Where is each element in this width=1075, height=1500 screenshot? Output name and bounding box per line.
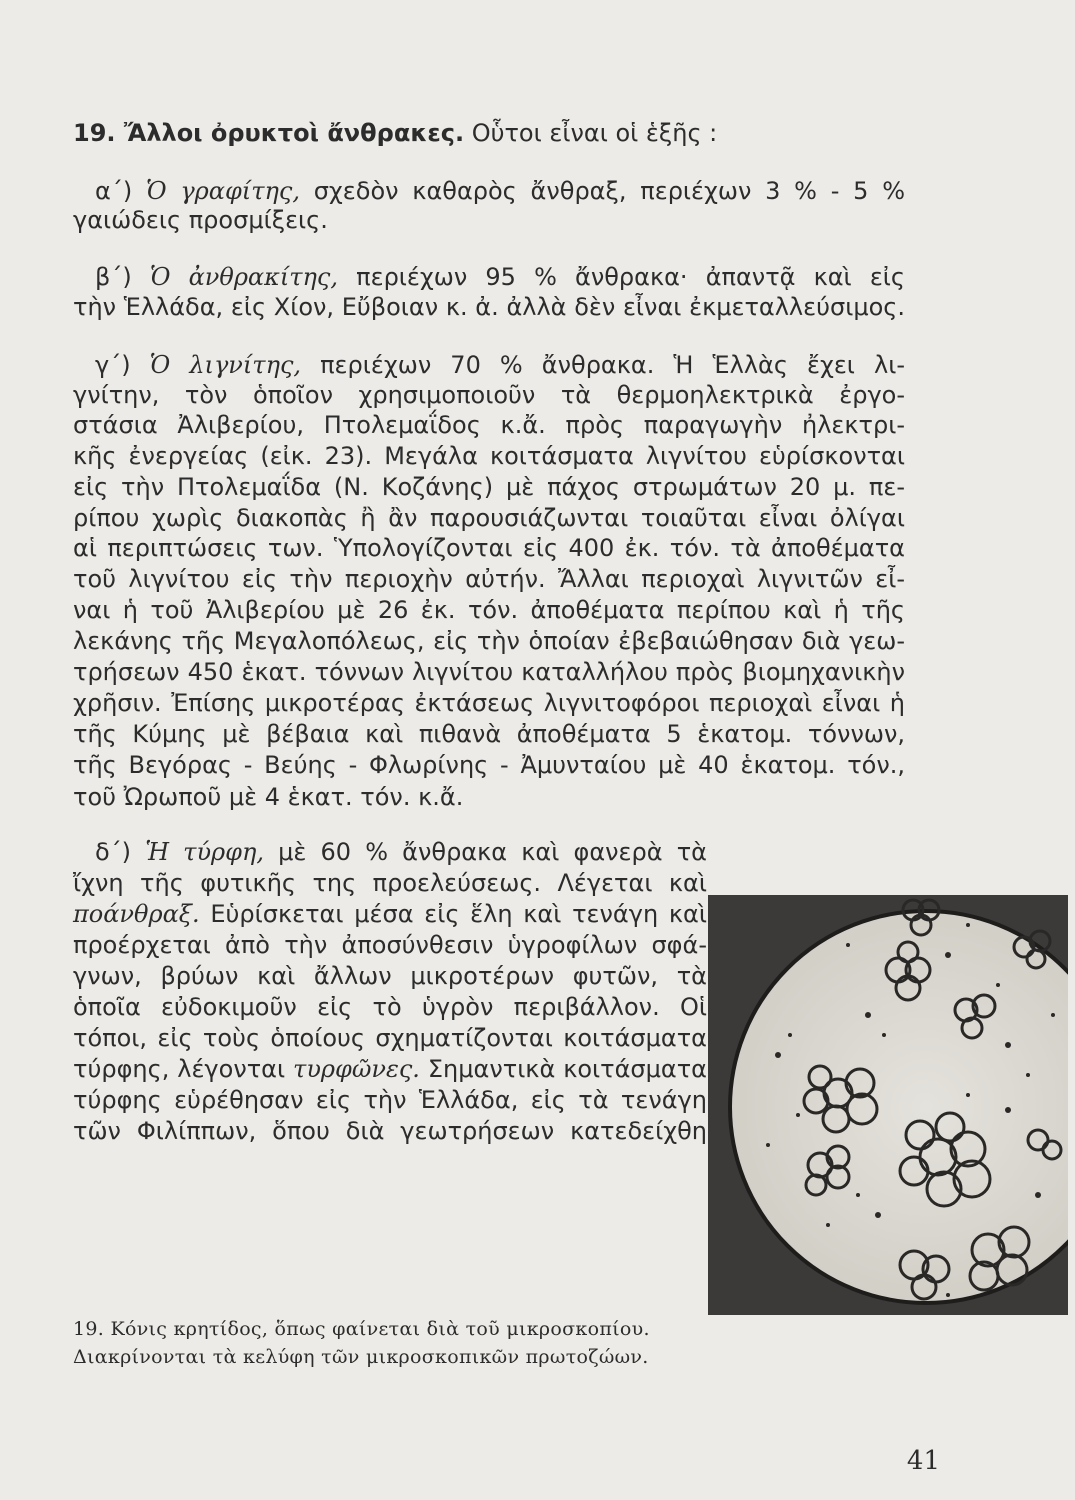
para-c-line: τῆς Βεγόρας - Βεύης - Φλωρίνης - Ἀμυνταίου μὲ 40 ἑκατομ. τόν., (73, 751, 905, 779)
term-lignite: Ὁ λιγνίτης, (149, 351, 302, 379)
para-d-text: Εὑρίσκεται μέσα εἰς ἕλη καὶ τενάγη καὶ (199, 900, 707, 928)
para-c-line: αἱ περιπτώσεις των. Ὑπολογίζονται εἰς 400 ἐκ. τόν. τὰ ἀποθέματα (73, 534, 905, 562)
term-graphite: Ὁ γραφίτης, (145, 177, 300, 205)
para-c-line: ρίπου χωρὶς διακοπὰς ἢ ἂν παρουσιάζωνται τοιαῦται εἶναι ὀλίγαι (73, 504, 905, 532)
term-peat: Ἡ τύρφη, (145, 838, 264, 866)
section-title: 19. Ἄλλοι ὀρυκτοὶ ἄνθρακες. (73, 119, 465, 147)
para-d-line-3 (73, 899, 707, 929)
term-anthracite: Ὁ ἀνθρακίτης, (149, 263, 339, 291)
para-d-line-8 (73, 1054, 707, 1084)
para-c-line: τοῦ λιγνίτου εἰς τὴν περιοχὴν αὐτήν. Ἄλλαι περιοχαὶ λιγνιτῶν εἶ- (73, 565, 905, 593)
para-b-label: β΄) (95, 263, 150, 291)
para-d-line-5: γνων, βρύων καὶ ἄλλων μικροτέρων φυτῶν, τὰ (73, 962, 707, 990)
page-number: 41 (906, 1446, 940, 1476)
para-d-line-9: τύρφης εὑρέθησαν εἰς τὴν Ἑλλάδα, εἰς τὰ τενάγη (73, 1086, 707, 1114)
section-intro: Οὗτοι εἶναι οἱ ἑξῆς : (464, 119, 718, 147)
para-a-line-2: γαιώδεις προσμίξεις. (73, 206, 328, 234)
para-c-line: γνίτην, τὸν ὁποῖον χρησιμοποιοῦν τὰ θερμοηλεκτρικὰ ἐργο- (73, 381, 905, 409)
para-d-line-7: τόποι, εἰς τοὺς ὁποίους σχηματίζονται κοιτάσματα (73, 1024, 707, 1052)
para-c-line: ναι ἡ τοῦ Ἀλιβερίου μὲ 26 ἐκ. τόν. ἀποθέματα περίπου καὶ ἡ τῆς (73, 596, 905, 624)
para-a-text: σχεδὸν καθαρὸς ἄνθραξ, περιέχων 3 % - 5 % (299, 177, 906, 205)
para-c-line-1 (95, 350, 905, 380)
para-d-line-10: τῶν Φιλίππων, ὅπου διὰ γεωτρήσεων κατεδείχθη (73, 1117, 707, 1145)
figure-caption-line-2: Διακρίνονται τὰ κελύφη τῶν μικροσκοπικῶν πρωτοζώων. (73, 1346, 649, 1368)
term-peat-bogs: τυρφῶνες. (293, 1055, 420, 1083)
section-heading-line (73, 118, 905, 148)
para-d-text: τύρφης, λέγονται (73, 1055, 294, 1083)
microscope-figure (708, 895, 1068, 1315)
para-d-line-2: ἴχνη τῆς φυτικῆς της προελεύσεως. Λέγεται καὶ (73, 869, 707, 897)
para-c-line: στάσια Ἀλιβερίου, Πτολεμαΐδος κ.ἄ. πρὸς παραγωγὴν ἠλεκτρι- (73, 411, 905, 439)
para-d-line-1 (95, 837, 707, 867)
term-poanthrax: ποάνθραξ. (73, 900, 200, 928)
para-d-line-6: ὁποῖα εὐδοκιμοῦν εἰς τὸ ὑγρὸν περιβάλλον. Οἱ (73, 993, 707, 1021)
para-c-line: εἰς τὴν Πτολεμαΐδα (Ν. Κοζάνης) μὲ πάχος στρωμάτων 20 μ. πε- (73, 473, 905, 501)
para-d-text: Σημαντικὰ κοιτάσματα (419, 1055, 707, 1083)
para-c-line: λεκάνης τῆς Μεγαλοπόλεως, εἰς τὴν ὁποίαν ἐβεβαιώθησαν διὰ γεω- (73, 627, 905, 655)
para-c-line-last: τοῦ Ὠρωποῦ μὲ 4 ἑκατ. τόν. κ.ἄ. (73, 783, 464, 811)
para-b-line-1 (95, 262, 905, 292)
figure-caption-line-1: 19. Κόνις κρητίδος, ὅπως φαίνεται διὰ τοῦ μικροσκοπίου. (73, 1318, 650, 1340)
para-c-line: κῆς ἐνεργείας (εἰκ. 23). Μεγάλα κοιτάσματα λιγνίτου εὑρίσκονται (73, 442, 905, 470)
para-a-label: α΄) (95, 177, 146, 205)
para-d-line-4: προέρχεται ἀπὸ τὴν ἀποσύνθεσιν ὑγροφίλων σφά- (73, 931, 707, 959)
microscope-image (708, 895, 1068, 1315)
para-c-text: περιέχων 70 % ἄνθρακα. Ἡ Ἑλλὰς ἔχει λι- (301, 351, 905, 379)
para-c-line: τρήσεων 450 ἑκατ. τόννων λιγνίτου καταλλήλου πρὸς βιομηχανικὴν (73, 658, 905, 686)
para-c-line: τῆς Κύμης μὲ βέβαια καὶ πιθανὰ ἀποθέματα 5 ἑκατομ. τόννων, (73, 720, 905, 748)
para-d-text: μὲ 60 % ἄνθρακα καὶ φανερὰ τὰ (263, 838, 707, 866)
para-d-label: δ΄) (95, 838, 146, 866)
para-b-line-2: τὴν Ἑλλάδα, εἰς Χίον, Εὔβοιαν κ. ἀ. ἀλλὰ δὲν εἶναι ἐκμεταλλεύσιμος. (73, 293, 905, 321)
para-c-label: γ΄) (95, 351, 150, 379)
para-c-line: χρῆσιν. Ἐπίσης μικροτέρας ἐκτάσεως λιγνιτοφόροι περιοχαὶ εἶναι ἡ (73, 689, 905, 717)
para-b-text: περιέχων 95 % ἄνθρακα· ἀπαντᾷ καὶ εἰς (338, 263, 905, 291)
para-a-line-1 (95, 176, 905, 206)
